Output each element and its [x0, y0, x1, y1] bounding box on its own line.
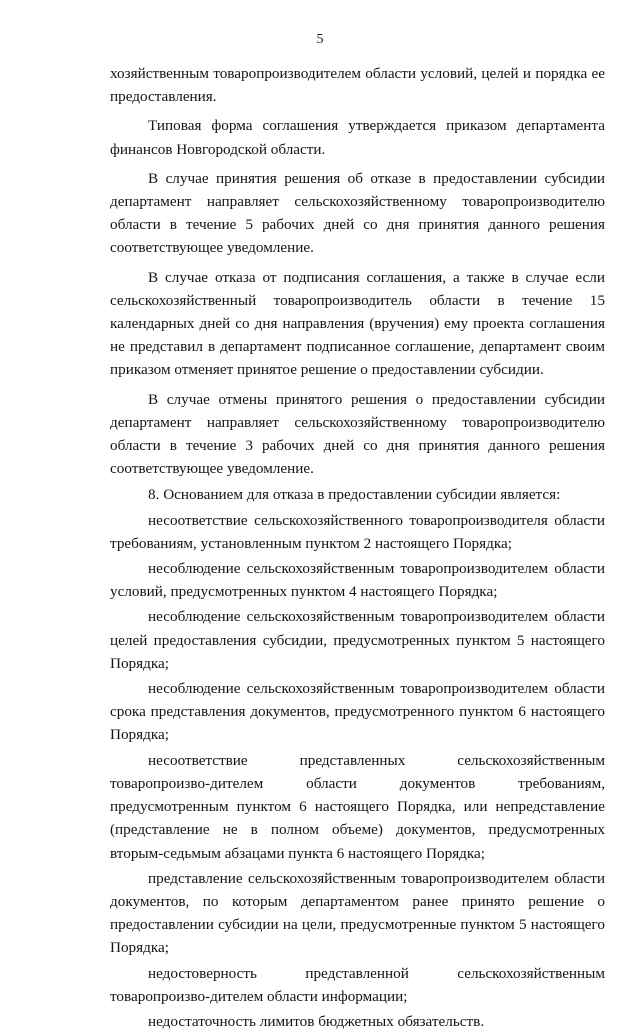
paragraph-signing-refusal: В случае отказа от подписания соглашения, а также в случае если сельскохозяйственный товаропроизводитель области в течение 15 календарных дней со дня направления (вручения) ему проекта соглашения не представил в департамент подписанное соглашение, департамент своим приказом отменяет принятое решение о предоставлении субсидии. — [110, 268, 605, 379]
list-item-deadline: несоблюдение сельскохозяйственным товаропроизводителем области срока представления документов, предусмотренного пунктом 6 настоящего Порядка; — [110, 680, 605, 744]
paragraph-item-8-heading: 8. Основанием для отказа в предоставлении субсидии является: — [148, 486, 561, 504]
paragraph-cancellation-notice: В случае отмены принятого решения о предоставлении субсидии департамент направляет сельскохозяйственному товаропроизводителю области в течение 3 рабочих дней со дня принятия данного решения соответствующее уведомление. — [110, 390, 605, 478]
list-item-requirements: несоответствие сельскохозяйственного товаропроизводителя области требованиям, установленным пунктом 2 настоящего Порядка; — [110, 511, 605, 552]
list-item-conditions: несоблюдение сельскохозяйственным товаропроизводителем области условий, предусмотренных пунктом 4 настоящего Порядка; — [110, 560, 605, 601]
list-item-documents: несоответствие представленных сельскохозяйственным товаропроизво-дителем области документов требованиям, предусмотренным пунктом 6 настоящего Порядка, или непредставление (представление не в полном объеме) документов, предусмотренных вторым-седьмым абзацами пункта 6 настоящего Порядка; — [110, 751, 605, 862]
paragraph-continuation: хозяйственным товаропроизводителем области условий, целей и порядка ее предоставления. — [110, 65, 605, 106]
paragraph-refusal-notice: В случае принятия решения об отказе в предоставлении субсидии департамент направляет сельскохозяйственному товаропроизводителю области в течение 5 рабочих дней со дня принятия данного решения соответствующее уведомление. — [110, 169, 605, 257]
list-item-limits: недостаточность лимитов бюджетных обязательств. — [148, 1012, 485, 1030]
page-number: 5 — [316, 32, 324, 47]
list-item-goals: несоблюдение сельскохозяйственным товаропроизводителем области целей предоставления субсидии, предусмотренных пунктом 5 настоящего Порядка; — [110, 608, 605, 672]
list-item-inaccuracy: недостоверность представленной сельскохозяйственным товаропроизво-дителем области информации; — [110, 964, 605, 1005]
list-item-duplicate: представление сельскохозяйственным товаропроизводителем области документов, по которым департаментом ранее принято решение о предоставлении субсидии на цели, предусмотренные пунктом 5 настоящего Порядка; — [110, 869, 605, 957]
document-body — [110, 62, 605, 1033]
paragraph-agreement-form: Типовая форма соглашения утверждается приказом департамента финансов Новгородской области. — [110, 117, 605, 158]
